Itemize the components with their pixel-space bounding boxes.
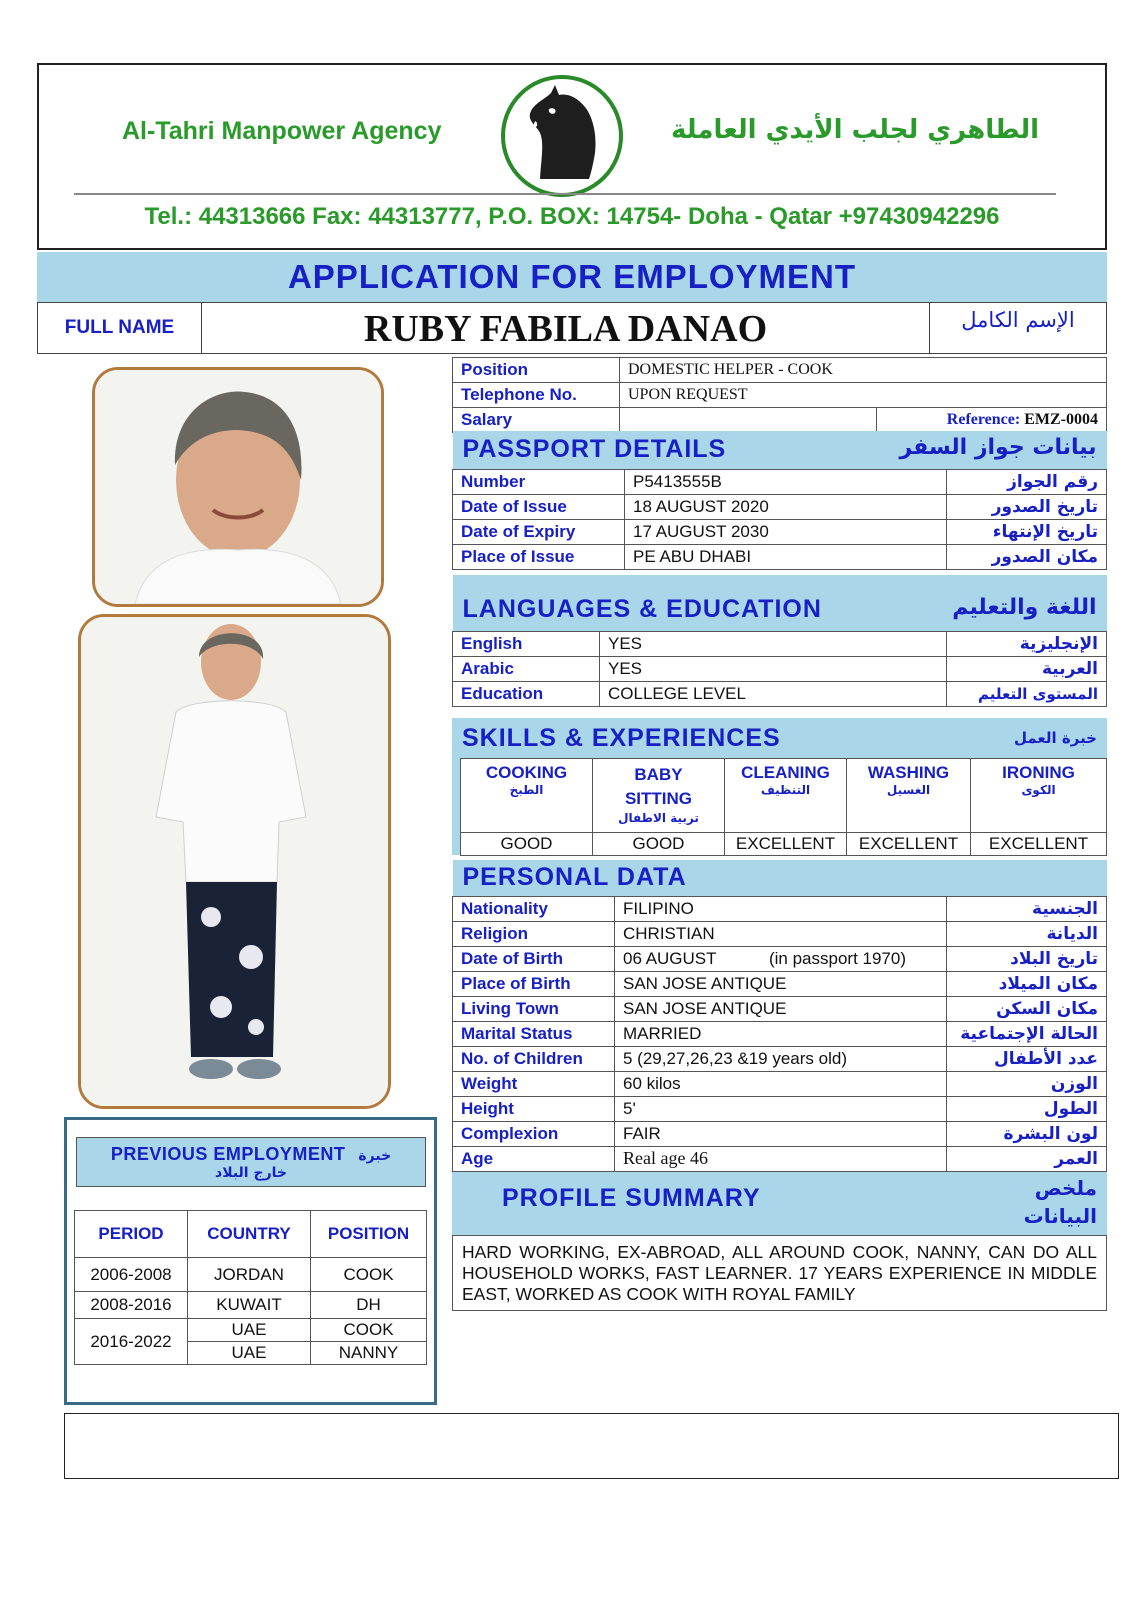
profile-summary-text: HARD WORKING, EX-ABROAD, ALL AROUND COOK, NANNY, CAN DO ALL HOUSEHOLD WORKS, FAST LEARNER. 17 YEARS EXPERIENCE IN MIDDLE EAST, WORKED AS COOK WITH ROYAL FAMILY <box>452 1235 1107 1311</box>
position-value: DOMESTIC HELPER - COOK <box>620 358 1107 383</box>
footer-box <box>64 1413 1119 1479</box>
table-row <box>453 544 1107 569</box>
skill-cleaning: CLEANING التنظيف <box>725 759 847 833</box>
arabic-value: YES <box>600 656 947 681</box>
nationality-ar: الجنسية <box>947 896 1107 921</box>
table-row <box>453 631 1107 656</box>
skills-section <box>452 718 1107 855</box>
education-label: Education <box>453 681 600 706</box>
table-row <box>75 1258 427 1292</box>
place-of-issue-value: PE ABU DHABI <box>625 544 947 569</box>
date-of-birth-value: 06 AUGUST <box>623 948 717 968</box>
children-label: No. of Children <box>453 1046 615 1071</box>
position-cell: COOK <box>311 1258 427 1292</box>
place-of-birth-ar: مكان الميلاد <box>947 971 1107 996</box>
table-row <box>453 996 1107 1021</box>
children-value: 5 (29,27,26,23 &19 years old) <box>615 1046 947 1071</box>
reference-value: EMZ-0004 <box>1024 411 1098 428</box>
contact-line: Tel.: 44313666 Fax: 44313777, P.O. BOX: 14754- Doha - Qatar +97430942296 <box>144 203 1000 230</box>
date-of-birth-cell <box>615 946 947 971</box>
previous-employment-table <box>74 1210 427 1365</box>
table-row <box>453 1071 1107 1096</box>
living-town-value: SAN JOSE ANTIQUE <box>615 996 947 1021</box>
date-of-issue-label: Date of Issue <box>453 494 625 519</box>
place-of-birth-value: SAN JOSE ANTIQUE <box>615 971 947 996</box>
date-of-birth-note: (in passport 1970) <box>768 948 906 968</box>
country-cell: KUWAIT <box>188 1292 311 1319</box>
place-of-issue-label: Place of Issue <box>453 544 625 569</box>
telephone-value: UPON REQUEST <box>620 383 1107 408</box>
profile-title-ar-1: ملخص <box>1034 1176 1097 1200</box>
height-ar: الطول <box>947 1096 1107 1121</box>
personal-title: PERSONAL DATA <box>462 863 687 892</box>
living-town-label: Living Town <box>453 996 615 1021</box>
date-of-expiry-value: 17 AUGUST 2030 <box>625 519 947 544</box>
date-of-issue-ar: تاريخ الصدور <box>947 494 1107 519</box>
skill-cooking-level: GOOD <box>461 833 593 856</box>
date-of-issue-value: 18 AUGUST 2020 <box>625 494 947 519</box>
portrait-photo <box>92 367 384 607</box>
skill-cleaning-level: EXCELLENT <box>725 833 847 856</box>
weight-ar: الوزن <box>947 1071 1107 1096</box>
period-cell: 2016-2022 <box>75 1319 188 1365</box>
table-row <box>453 1121 1107 1146</box>
skill-cooking: COOKING الطبخ <box>461 759 593 833</box>
height-value: 5' <box>615 1096 947 1121</box>
profile-title: PROFILE SUMMARY <box>502 1184 761 1212</box>
table-row <box>453 1046 1107 1071</box>
languages-title-ar: اللغة والتعليم <box>952 595 1097 621</box>
period-cell: 2008-2016 <box>75 1292 188 1319</box>
full-name-label: FULL NAME <box>38 303 202 353</box>
skill-baby-sitting: BABY SITTING تربية الاطفال <box>593 759 725 833</box>
country-cell: UAE <box>188 1342 311 1365</box>
passport-number-value: P5413555B <box>625 469 947 494</box>
english-label: English <box>453 631 600 656</box>
agency-name-ar: الطاهري لجلب الأيدي العاملة <box>671 115 1040 145</box>
age-value: Real age 46 <box>615 1146 947 1171</box>
weight-value: 60 kilos <box>615 1071 947 1096</box>
date-of-expiry-label: Date of Expiry <box>453 519 625 544</box>
skill-washing: WASHING الغسيل <box>847 759 971 833</box>
table-row <box>75 1319 427 1342</box>
religion-label: Religion <box>453 921 615 946</box>
telephone-label: Telephone No. <box>453 383 620 408</box>
table-row <box>453 494 1107 519</box>
skill-washing-level: EXCELLENT <box>847 833 971 856</box>
passport-title: PASSPORT DETAILS <box>462 435 727 464</box>
profile-title-ar-2: البيانات <box>1023 1204 1097 1228</box>
children-ar: عدد الأطفال <box>947 1046 1107 1071</box>
nationality-label: Nationality <box>453 896 615 921</box>
age-label: Age <box>453 1146 615 1171</box>
marital-status-value: MARRIED <box>615 1021 947 1046</box>
table-row <box>453 896 1107 921</box>
position-info-table <box>452 357 1107 433</box>
agency-name-en: Al-Tahri Manpower Agency <box>122 117 442 145</box>
passport-details-section <box>452 431 1107 570</box>
religion-ar: الديانة <box>947 921 1107 946</box>
salary-value <box>620 408 877 433</box>
education-value: COLLEGE LEVEL <box>600 681 947 706</box>
previous-employment-title-ar-1: خبرة <box>358 1148 392 1164</box>
table-row <box>453 921 1107 946</box>
previous-employment-box <box>64 1117 437 1405</box>
position-label: Position <box>453 358 620 383</box>
passport-number-ar: رقم الجواز <box>947 469 1107 494</box>
passport-title-ar: بيانات جواز السفر <box>899 435 1097 461</box>
country-header: COUNTRY <box>188 1211 311 1258</box>
full-name-row <box>37 302 1107 354</box>
table-row <box>453 469 1107 494</box>
full-name-value: RUBY FABILA DANAO <box>202 303 930 353</box>
application-title: APPLICATION FOR EMPLOYMENT <box>37 252 1107 302</box>
table-row <box>453 1096 1107 1121</box>
complexion-label: Complexion <box>453 1121 615 1146</box>
place-of-issue-ar: مكان الصدور <box>947 544 1107 569</box>
table-row <box>453 656 1107 681</box>
marital-status-ar: الحالة الإجتماعية <box>947 1021 1107 1046</box>
date-of-expiry-ar: تاريخ الإنتهاء <box>947 519 1107 544</box>
skills-title-ar: خبرة العمل <box>1013 729 1097 747</box>
living-town-ar: مكان السكن <box>947 996 1107 1021</box>
salary-label: Salary <box>453 408 620 433</box>
position-cell: NANNY <box>311 1342 427 1365</box>
position-header: POSITION <box>311 1211 427 1258</box>
english-ar: الإنجليزية <box>947 631 1107 656</box>
position-cell: DH <box>311 1292 427 1319</box>
religion-value: CHRISTIAN <box>615 921 947 946</box>
date-of-birth-ar: تاريخ البلاد <box>947 946 1107 971</box>
height-label: Height <box>453 1096 615 1121</box>
arabic-ar: العربية <box>947 656 1107 681</box>
table-row <box>453 681 1107 706</box>
skill-baby-sitting-level: GOOD <box>593 833 725 856</box>
languages-section <box>452 575 1107 707</box>
personal-data-section <box>452 860 1107 1172</box>
marital-status-label: Marital Status <box>453 1021 615 1046</box>
skill-ironing-level: EXCELLENT <box>971 833 1107 856</box>
table-row <box>453 971 1107 996</box>
nationality-value: FILIPINO <box>615 896 947 921</box>
position-cell: COOK <box>311 1319 427 1342</box>
period-cell: 2006-2008 <box>75 1258 188 1292</box>
place-of-birth-label: Place of Birth <box>453 971 615 996</box>
country-cell: JORDAN <box>188 1258 311 1292</box>
english-value: YES <box>600 631 947 656</box>
country-cell: UAE <box>188 1319 311 1342</box>
profile-summary-section <box>452 1172 1107 1311</box>
full-body-photo <box>78 614 391 1109</box>
header-divider <box>74 193 1056 195</box>
table-row <box>453 1021 1107 1046</box>
arabic-label: Arabic <box>453 656 600 681</box>
age-ar: العمر <box>947 1146 1107 1171</box>
period-header: PERIOD <box>75 1211 188 1258</box>
table-row <box>453 519 1107 544</box>
reference-label: Reference: <box>946 411 1021 428</box>
previous-employment-header <box>76 1137 426 1187</box>
date-of-birth-label: Date of Birth <box>453 946 615 971</box>
education-ar: المستوى التعليم <box>947 681 1107 706</box>
complexion-ar: لون البشرة <box>947 1121 1107 1146</box>
previous-employment-title-ar-2: خارج البلاد <box>215 1165 287 1181</box>
full-name-label-ar: الإسم الكامل <box>961 308 1075 332</box>
previous-employment-title: PREVIOUS EMPLOYMENT <box>110 1144 346 1164</box>
table-row <box>75 1292 427 1319</box>
table-row <box>453 1146 1107 1171</box>
reference <box>877 408 1107 433</box>
agency-header <box>37 63 1107 250</box>
skill-ironing: IRONING الكوى <box>971 759 1107 833</box>
weight-label: Weight <box>453 1071 615 1096</box>
skills-title: SKILLS & EXPERIENCES <box>462 724 781 752</box>
languages-title: LANGUAGES & EDUCATION <box>462 595 822 624</box>
table-row <box>453 946 1107 971</box>
complexion-value: FAIR <box>615 1121 947 1146</box>
passport-number-label: Number <box>453 469 625 494</box>
horse-head-icon <box>501 75 623 197</box>
